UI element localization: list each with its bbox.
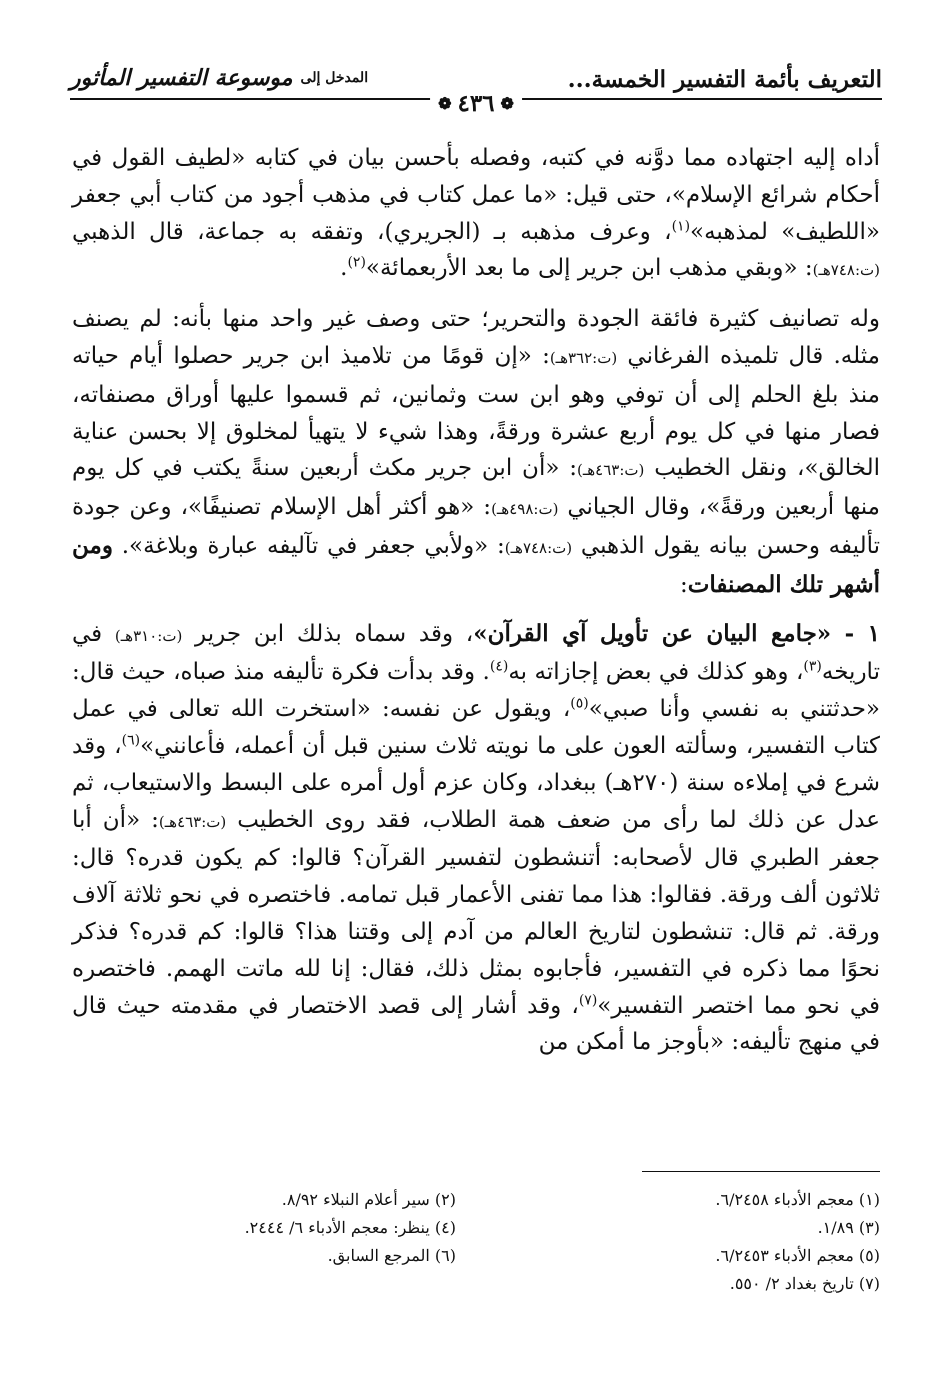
body-text: [72, 140, 880, 1061]
death-date: (ت:٤٩٨هـ): [491, 500, 559, 519]
death-date: (ت:٤٦٣هـ): [158, 812, 227, 831]
text-run: .: [340, 255, 348, 282]
text-run: : «أن ابن جرير مكث أربعين سنةً يكتب في كل يوم منها أربعين ورقةً»، وقال الجياني: [72, 455, 880, 521]
text-run: في تاريخه: [72, 620, 880, 686]
footnote-ref: (٦): [121, 732, 141, 749]
footnote-6: (٦) المرجع السابق.: [327, 1246, 456, 1265]
footnote-4: (٤) ينظر: معجم الأدباء ٦/ ٢٤٤٤.: [244, 1218, 456, 1237]
footnote-3: (٣) ١/٨٩.: [817, 1218, 880, 1237]
text-run: ، وقد شرع في إملاءه سنة (٢٧٠هـ) ببغداد، وكان عزم أول أمره على البسط والاستيعاب، ثم عدل عن ذلك لما رأى من ضعف همة الطلاب، فقد روى الخطيب: [72, 732, 880, 833]
book-logo: [70, 60, 368, 96]
text-run: :: [680, 571, 688, 598]
text-run: : «وبقي مذهب ابن جرير إلى ما بعد الأربعمائة»: [365, 255, 813, 282]
text-run: : «ولأبي جعفر في تآليفه عبارة وبلاغة».: [112, 532, 505, 559]
footnote-5: (٥) معجم الأدباء ٦/٢٤٥٣.: [715, 1246, 880, 1265]
text-run: ، وهو كذلك في بعض إجازاته به: [508, 659, 804, 686]
death-date: (ت:٧٤٨هـ): [812, 261, 880, 280]
footnote-ref: (٥): [570, 695, 589, 712]
paragraph-3: [72, 616, 880, 1062]
footnote-7: (٧) تاريخ بغداد ٢/ ٥٥٠.: [729, 1274, 880, 1293]
text-run: : «إن قومًا من تلاميذ ابن جرير حصلوا أيام حياته منذ بلغ الحلم إلى أن توفي وهو ابن ست وثمانين، ثم قسموا عليها أوراق مصنفاته، فصار منها في كل يوم أربع عشرة ورقةً، وهذا شيء لا يتهيأ لمخلوق إلا بحسن عناية الخالق»، ونقل الخطيب: [72, 342, 880, 482]
footnote-ref: (٤): [489, 658, 509, 675]
text-run: أداه إليه اجتهاده مما دوَّنه في كتبه، وفصله بأحسن بيان في كتابه «لطيف القول في أحكام شرائع الإسلام»، حتى قيل: «ما عمل كتاب في مذهب أجود من كتاب أبي جعفر «اللطيف» لمذهبه»: [72, 145, 881, 245]
death-date: (ت:٧٤٨هـ): [504, 538, 573, 557]
text-run: ، وعرف مذهبه بـ (الجريري)، وتفقه به جماعة، قال الذهبي: [72, 218, 672, 245]
text-run: وله تصانيف كثيرة فائقة الجودة والتحرير؛ حتى وصف غير واحد منها بأنه: لم يصنف مثله. قال تلميذه الفرغاني: [72, 306, 880, 369]
death-date: (ت:٤٦٣هـ): [576, 461, 645, 480]
footnotes: [72, 1187, 880, 1297]
text-run: ، وقد سماه بذلك ابن جرير: [182, 620, 474, 647]
item-number: ١ -: [831, 619, 880, 647]
footnote-ref: (٢): [347, 254, 366, 271]
death-date: (ت:٣٦٢هـ): [549, 348, 618, 367]
text-run: . وقد بدأت فكرة تأليفه منذ صباه، حيث قال: «حدثتني به نفسي وأنا صبي»: [72, 659, 880, 723]
text-run: ، وقد أشار إلى قصد الاختصار في مقدمته حيث قال في منهج تأليفه: «بأوجز ما أمكن من: [72, 992, 880, 1056]
paragraph-1: [72, 140, 880, 289]
chapter-title: التعريف بأئمة التفسير الخمسة...: [567, 66, 882, 93]
ornament-icon: ❁: [438, 94, 452, 113]
text-run: : «أن أبا جعفر الطبري قال لأصحابه: أتنشطون لتفسير القرآن؟ قالوا: كم يكون قدره؟ قال: ثلاثون ألف ورقة. فقالوا: هذا مما تفنى الأعمار قبل تمامه. فاختصره في نحو ثلاثة آلاف ورقة. ثم قال: تنشطون لتاريخ العالم من آدم إلى وقتنا هذا؟ قالوا: كم قدره؟ فذكر نحوًا مما ذكره في التفسير، فأجابوه بمثل ذلك، فقال: إنا لله ماتت الهمم. فاختصره في نحو مما اختصر التفسير»: [72, 806, 880, 1019]
book-logo-title: موسوعة التفسير المأثور: [70, 65, 293, 91]
footnote-separator: [642, 1171, 880, 1172]
text-run: ، ويقول عن نفسه: «استخرت الله تعالى في عمل كتاب التفسير، وسألته العون على ما نويته ثلاث سنين قبل أن أعمله، فأعانني»: [72, 696, 880, 759]
footnote-ref: (١): [671, 217, 691, 234]
death-date: (ت:٣١٠هـ): [114, 626, 183, 645]
footnote-2: (٢) سير أعلام النبلاء ٨/٩٢.: [281, 1190, 456, 1209]
footnote-1: (١) معجم الأدباء ٦/٢٤٥٨.: [715, 1190, 880, 1209]
book-logo-prefix: المدخل إلى: [300, 70, 369, 86]
bold-text: ومن أشهر تلك المصنفات: [72, 531, 880, 598]
book-title: «جامع البيان عن تأويل آي القرآن»: [473, 619, 832, 647]
text-run: : «هو أكثر أهل الإسلام تصنيفًا»، وعن جودة تأليفه وحسن بيانه يقول الذهبي: [72, 494, 880, 559]
paragraph-2: [72, 301, 880, 603]
page-number: ٤٣٦: [457, 90, 495, 117]
ornament-icon: ❁: [500, 94, 514, 113]
footnote-ref: (٧): [578, 991, 598, 1008]
footnote-ref: (٣): [803, 658, 822, 675]
page-number-box: [430, 90, 522, 117]
